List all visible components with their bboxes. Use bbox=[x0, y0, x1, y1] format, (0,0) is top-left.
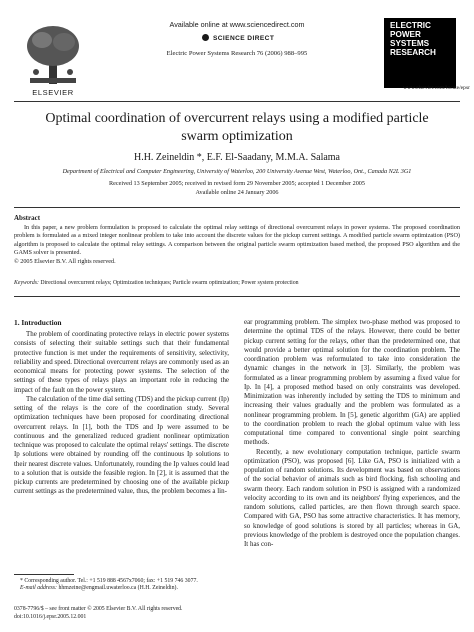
paper-authors: H.H. Zeineldin *, E.F. El-Saadany, M.M.A. Salama bbox=[133, 152, 340, 163]
paper-title: Optimal coordination of overcurrent relays using a modified particle swarm optimization bbox=[45, 111, 429, 144]
intro-paragraph-1: The problem of coordinating protective relays in electric power systems consists of selecting their suitable settings such that their fundamental protective function is met under the requirements of sensitivity, selectivity, reliability and speed. Directional overcurrent relays are commonly used as an economical means for protecting power systems. The selection of the settings of these types of relays plays an important role in reducing the impact of the fault on the power system. bbox=[14, 330, 229, 394]
intro-paragraph-4: Recently, a new evolutionary computation technique, particle swarm optimization (PSO), was proposed [6]. Like GA, PSO is initialized with a population of random solutions. Its development was based on observations of the social behavior of animals such as bird flocking, fish schooling and swarm theory. Each random solution in PSO is assigned with a randomized velocity according to its own and its neighbors' flying experiences, and the random solutions, called particles, are then flown through search space. Compared with GA, PSO has some attractive characteristics. It has memory, so knowledge of good solutions is stored by all particles; whereas in GA, previous knowledge of the problem is destroyed once the population changes. It has con- bbox=[244, 447, 460, 548]
publisher-name: ELSEVIER bbox=[32, 88, 74, 97]
journal-citation: Electric Power Systems Research 76 (2006) 988–995 bbox=[166, 50, 308, 57]
header-divider bbox=[14, 101, 460, 102]
issn-line: 0378-7796/$ – see front matter © 2005 Elsevier B.V. All rights reserved. bbox=[14, 606, 183, 612]
keywords-line bbox=[14, 280, 460, 286]
sciencedirect-label: SCIENCE DIRECT bbox=[212, 35, 275, 42]
page-footer bbox=[14, 606, 314, 622]
paper-affiliation: Department of Electrical and Computer Engineering, University of Waterloo, 200 University Avenue West, Waterloo, Ont., Canada N2L 3G1 bbox=[62, 168, 412, 175]
intro-paragraph-2: The calculation of the time dial setting (TDS) and the pickup current (Ip) setting of the relays is the core of the coordination study. Several optimization techniques have been proposed for coordinating directional overcurrent relays. In [1], both the TDS and Ip were assumed to be continuous and the generalized reduced gradient nonlinear optimization technique was proposed to calculate the optimal relays' settings. The discrete Ip solutions were obtained by rounding off the continuous Ip solutions to their nearest discrete values. Unfortunately, rounding the Ip values could lead to a solution that is outside the feasible region. In [2], it is assumed that the pickup currents are predetermined by choosing one of the available pickup current settings as the predetermined value, thus, the problem becomes a lin- bbox=[14, 394, 229, 496]
abstract-bottom-divider bbox=[14, 296, 460, 297]
column-right bbox=[244, 318, 460, 549]
received-dates: Received 13 September 2005; received in revised form 29 November 2005; accepted 1 December 2005 bbox=[108, 180, 365, 187]
sciencedirect-dot-icon bbox=[202, 34, 209, 41]
corresponding-author-note: * Corresponding author. Tel.: +1 519 888 4567x7060; fax: +1 519 746 3077. bbox=[20, 578, 198, 584]
abstract-top-divider bbox=[14, 207, 460, 208]
email-label: E-mail address: bbox=[20, 585, 57, 592]
abstract-body bbox=[14, 224, 460, 266]
journal-url-link[interactable]: www.elsevier.com/locate/epsr bbox=[402, 85, 470, 91]
footnote bbox=[14, 578, 229, 593]
column-left bbox=[14, 330, 229, 497]
abstract-heading: Abstract bbox=[14, 214, 41, 222]
section-heading-introduction: 1. Introduction bbox=[14, 318, 62, 327]
email-line bbox=[14, 585, 229, 592]
email-address-link[interactable]: hhmzeine@engmail.uwaterloo.ca (H.H. Zeineldin). bbox=[58, 585, 178, 592]
keywords-label: Keywords: bbox=[14, 280, 39, 286]
paper-dates bbox=[0, 180, 474, 197]
sciencedirect-logo bbox=[160, 34, 314, 42]
footnote-divider bbox=[14, 574, 74, 575]
intro-paragraph-3: ear programming problem. The simplex two-phase method was proposed to determine the optimal TDS of the relays. However, there could be better pickup current setting for the relays, other than the predetermined one, that would provide a better optimal solution for the coordination problem. The coordination problem was reformulated to take into consideration the dynamic changes in the network in [3]. Similarly, the problem was formulated as a linear programming problem by assuming a fixed value for Ip. In [4], a proposed method based on only constraints was developed. Minimization was inherently included by setting the TDS to minimum and increasing their values gradually and the problem was formulated as a nonlinear programming problem. In [5], genetic algorithm (GA) are applied to the coordination problem to reach the global optimum value with less computational time compared to conventional single point searching methods. bbox=[244, 318, 460, 447]
abstract-copyright: © 2005 Elsevier B.V. All rights reserved. bbox=[14, 257, 116, 265]
available-online-line[interactable]: Available online at www.sciencedirect.com bbox=[169, 20, 305, 29]
abstract-text: In this paper, a new problem formulation is proposed to calculate the optimal relay settings of directional overcurrent relays in power systems. The proposed coordination problem is formulated as a mixed integer nonlinear problem to take into account the discrete values for the pickup current settings. A modified particle swarm optimization (PSO) algorithm is proposed to calculate the optimal relay settings. A comparison between the original particle swarm optimization based method, the proposed PSO algorithm and the GAMS solver is presented. bbox=[14, 224, 460, 257]
doi-link[interactable]: doi:10.1016/j.epsr.2005.12.001 bbox=[14, 613, 87, 620]
journal-cover-box: ELECTRIC POWER SYSTEMS RESEARCH bbox=[384, 18, 456, 88]
keywords-text: Directional overcurrent relays; Optimization techniques; Particle swarm optimization; Power system protection bbox=[40, 280, 299, 286]
available-date: Available online 24 January 2006 bbox=[195, 188, 279, 196]
